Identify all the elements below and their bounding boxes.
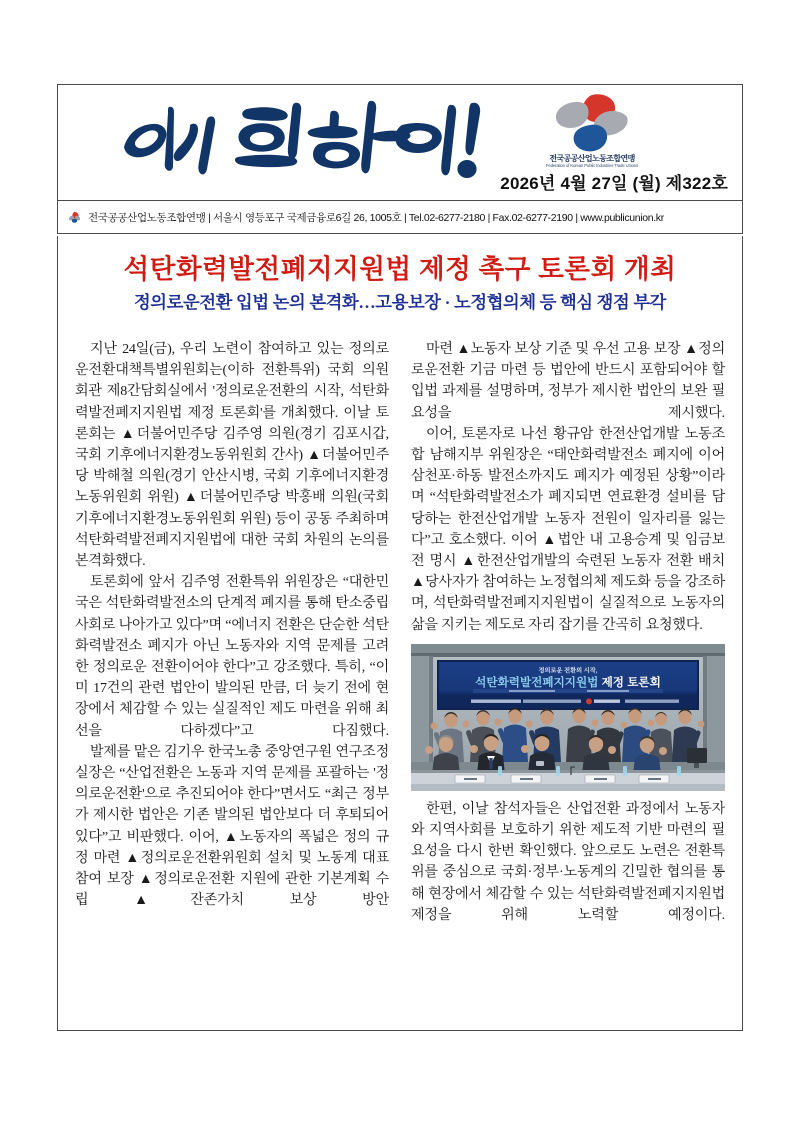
paragraph: 이어, 토론자로 나선 황규암 한전산업개발 노동조합 남해지부 위원장은 “태안화력발전소 폐지에 이어 삼천포·하동 발전소까지도 폐지가 예정된 상황”이라며 “석탄화력발전소가 폐지되면 연료환경 설비를 담당하는 한전산업개발 노동자 전원이 일자리를 잃는다”고 호소했다. 이어 ▲법안 내 고용승계 및 임금보전 명시 ▲한전산업개발의 숙련된 노동자 전환 배치 ▲당사자가 참여하는 노정협의체 제도화 등을 강조하며, 석탄화력발전폐지지원법이 실질적으로 노동자의 삶을 지키는 제도로 자리 잡기를 간곡히 요청했다. [411,425,725,633]
paragraph: 토론회에 앞서 김주영 전환특위 위원장은 “대한민국은 석탄화력발전소의 단계적 폐지를 통해 탄소중립 사회로 나아가고 있다”며 “에너지 전환은 단순한 석탄화력발전소 폐지가 아닌 노동자와 지역 문제를 고려한 정의로운 전환이어야 한다”고 강조했다. 특히, “이미 17건의 관련 법안이 발의된 만큼, 더 늦기 전에 현장에서 체감할 수 있는 실질적인 제도 마련을 위해 최선을 다하겠다”고 다짐했다. [75,574,389,739]
org-name-korean: 전국공공산업노동조합연맹 [549,154,635,163]
article-frame [57,236,743,1031]
paragraph: 발제를 맡은 김기우 한국노총 중앙연구원 연구조정실장은 “산업전환은 노동과 지역 문제를 포괄하는 '정의로운전환'으로 추진되어야 한다”면서도 “최근 정부가 제시한 법안은 기존 발의된 법안보다 더 후퇴되어 있다”고 비판했다. 이어, ▲노동자의 폭넓은 정의 규정 마련 ▲정의로운전환위원회 설치 및 노동계 대표 참여 보장 ▲정의로운전환 지원에 관한 기본계획 수립 ▲잔존가치 보상 방안 [75,743,389,909]
masthead-top [58,85,742,201]
forum-group-photo-image [411,644,725,791]
article-column-left [75,339,389,1019]
article-columns [75,339,725,1019]
svg-text:석탄화력발전폐지지원법 제정 토론회: 석탄화력발전폐지지원법 제정 토론회 [475,675,661,689]
diamond-mark-icon [68,211,81,224]
paragraph: 한편, 이날 참석자들은 산업전환 과정에서 노동자와 지역사회를 보호하기 위한 제도적 기반 마련의 필요성을 다시 한번 확인했다. 앞으로도 노련은 전환특위를 중심으로 국회·정부·노동계의 긴밀한 협의를 통해 현장에서 체감할 수 있는 석탄화력발전폐지지원법 제정을 위해 노력할 예정이다. [411,800,725,923]
issue-date-line: 2026년 4월 27일 (월) 제322호 [500,174,728,193]
org-name-english: Federation of Korean Public Industries Trade Unions [545,162,639,169]
article-subheadline: 정의로운전환 입법 논의 본격화…고용보장 · 노정협의체 등 핵심 쟁점 부각 [133,293,667,313]
contact-info-text: 전국공공산업노동조합연맹 | 서울시 영등포구 국제금융로6길 26, 1005호 | Tel.02-6277-2180 | Fax.02-6277-2190 | www.publicunion.kr [88,211,664,224]
masthead [57,84,743,234]
article-headline: 석탄화력발전폐지지원법 제정 촉구 토론회 개최 [123,254,677,284]
forum-group-photo [411,644,725,791]
contact-strip [58,201,742,233]
article-column-right [411,339,725,1019]
emblem-four-petals-icon [548,93,634,155]
paragraph: 마련 ▲노동자 보상 기준 및 우선 고용 보장 ▲정의로운전환 기금 마련 등 법안에 반드시 포함되어야 할 입법 과제를 설명하며, 정부가 제시한 법안의 보완 필요성을 제시했다. [411,341,725,421]
svg-text:정의로운 전환의 시작,: 정의로운 전환의 시작, [538,667,598,675]
paragraph: 지난 24일(금), 우리 노련이 참여하고 있는 정의로운전환대책특별위원회는(이하 전환특위) 국회 의원회관 제8간담회실에서 '정의로운전환의 시작, 석탄화력발전폐지지원법 제정 토론회'를 개최했다. 이날 토론회는 ▲더불어민주당 김주영 의원(경기 김포시갑, 국회 기후에너지환경노동위원회 간사) ▲더불어민주당 박해철 의원(경기 안산시병, 국회 기후에너지환경노동위원회 위원) ▲더불어민주당 박홍배 의원(국회 기후에너지환경노동위원회 위원) 등이 공동 주최하며 석탄화력발전폐지지원법에 대한 국회 차원의 논의를 본격화했다. [75,341,389,570]
brush-logotype-다시힘차게 [106,89,506,185]
